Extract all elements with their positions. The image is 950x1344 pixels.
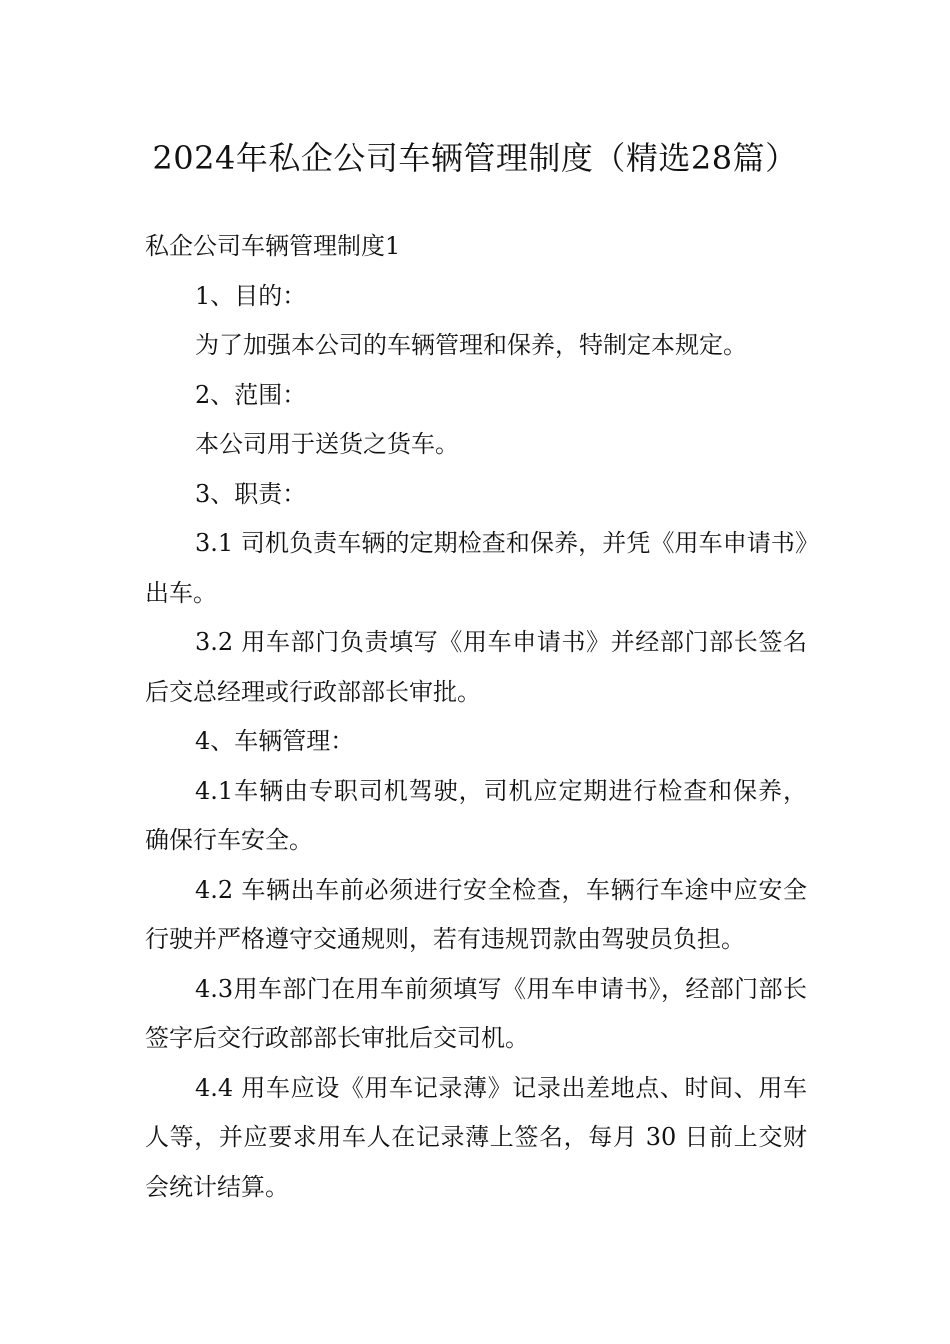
paragraph-5: 3、职责： bbox=[195, 479, 307, 508]
paragraph-11: 4.3用车部门在用车前须填写《用车申请书》，经部门部长签字后交行政部部长审批后交司机。 bbox=[145, 974, 807, 1052]
paragraph-4: 本公司用于送货之货车。 bbox=[195, 430, 459, 458]
paragraph-7: 3.2 用车部门负责填写《用车申请书》并经部门部长签名后交总经理或行政部部长审批。 bbox=[145, 628, 807, 706]
document-title: 2024年私企公司车辆管理制度（精选28篇） bbox=[152, 139, 798, 177]
paragraph-8: 4、车辆管理： bbox=[195, 727, 355, 755]
paragraph-2: 为了加强本公司的车辆管理和保养，特制定本规定。 bbox=[195, 331, 747, 359]
section-heading: 私企公司车辆管理制度1 bbox=[145, 232, 401, 260]
paragraph-3: 2、范围： bbox=[195, 380, 307, 409]
document-body bbox=[145, 222, 807, 1212]
paragraph-9: 4.1车辆由专职司机驾驶，司机应定期进行检查和保养，确保行车安全。 bbox=[145, 776, 807, 854]
paragraph-6: 3.1 司机负责车辆的定期检查和保养，并凭《用车申请书》出车。 bbox=[145, 529, 807, 607]
paragraph-1: 1、目的： bbox=[195, 281, 307, 310]
paragraph-12: 4.4 用车应设《用车记录薄》记录出差地点、时间、用车人等，并应要求用车人在记录薄上签名，每月 30 日前上交财会统计结算。 bbox=[145, 1073, 807, 1201]
paragraph-10: 4.2 车辆出车前必须进行安全检查，车辆行车途中应安全行驶并严格遵守交通规则，若有违规罚款由驾驶员负担。 bbox=[145, 875, 807, 953]
